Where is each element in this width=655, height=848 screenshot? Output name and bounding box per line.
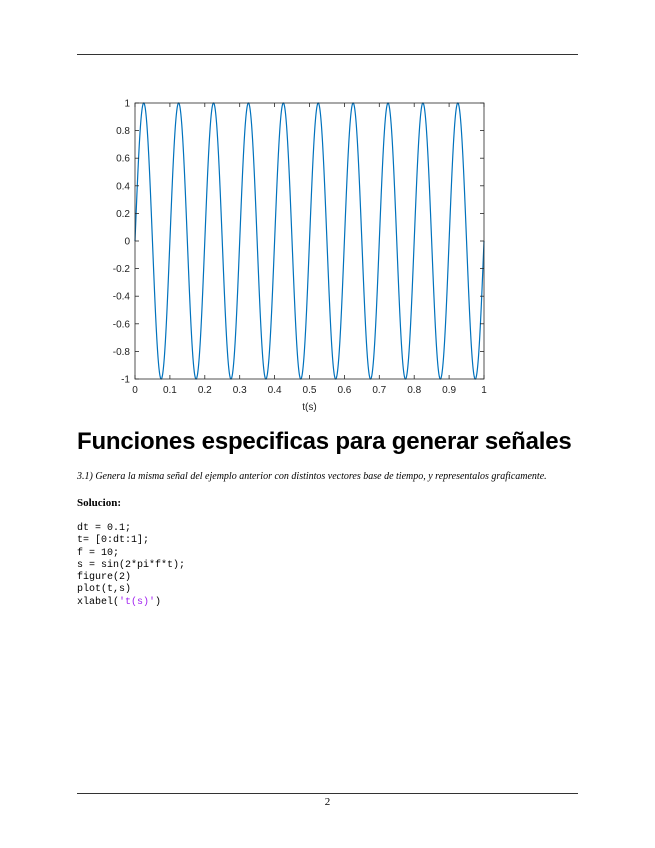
y-tick-label: 0 [124, 236, 130, 248]
x-tick-label: 0.4 [267, 385, 282, 396]
code-line: plot(t,s) [77, 584, 132, 596]
sine-plot [100, 90, 500, 420]
y-tick-label: -0.2 [112, 264, 130, 276]
x-tick-label: 0.1 [162, 385, 177, 396]
code-fn-close: ) [155, 596, 162, 608]
code-line: dt = 0.1; [77, 523, 132, 534]
code-line: s = sin(2*pi*f*t); [77, 559, 186, 571]
exercise-text: 3.1) Genera la misma señal del ejemplo anterior con distintos vectores base de tiempo, y representalos graficamente. [77, 471, 547, 482]
y-tick-label: -0.6 [112, 319, 130, 331]
code-line: figure(2) [77, 572, 132, 584]
x-tick-label: 0.9 [442, 385, 457, 396]
x-tick-label: 0 [132, 385, 138, 396]
x-tick-label: 0.2 [197, 385, 212, 396]
code-line: f = 10; [77, 547, 120, 559]
code-line-xlabel [77, 597, 185, 609]
y-tick-label: -0.8 [112, 346, 130, 358]
code-fn: xlabel( [77, 596, 120, 608]
code-string: 't(s)' [119, 596, 156, 608]
x-tick-label: 0.5 [302, 385, 317, 396]
x-tick-label: 0.3 [232, 385, 247, 396]
y-tick-label: 0.2 [116, 208, 130, 220]
x-tick-label: 0.8 [407, 385, 422, 396]
x-axis-label: t(s) [302, 402, 317, 413]
x-tick-label: 0.7 [372, 385, 387, 396]
y-tick-label: 1 [124, 98, 130, 110]
section-title: Funciones especificas para generar señales [77, 428, 572, 455]
x-tick-label: 0.6 [337, 385, 352, 396]
y-tick-label: 0.4 [116, 181, 130, 193]
series-line [135, 103, 484, 379]
header-rule [77, 54, 578, 55]
solution-label: Solucion: [77, 497, 122, 509]
footer-rule [77, 793, 578, 794]
y-tick-label: 0.6 [116, 153, 130, 165]
code-block [77, 523, 185, 609]
x-tick-label: 1 [481, 385, 487, 396]
y-tick-label: -0.4 [112, 291, 130, 303]
y-tick-label: -1 [121, 374, 130, 386]
page-number: 2 [324, 796, 331, 808]
y-tick-label: 0.8 [116, 126, 130, 138]
code-line: t= [0:dt:1]; [77, 535, 150, 547]
